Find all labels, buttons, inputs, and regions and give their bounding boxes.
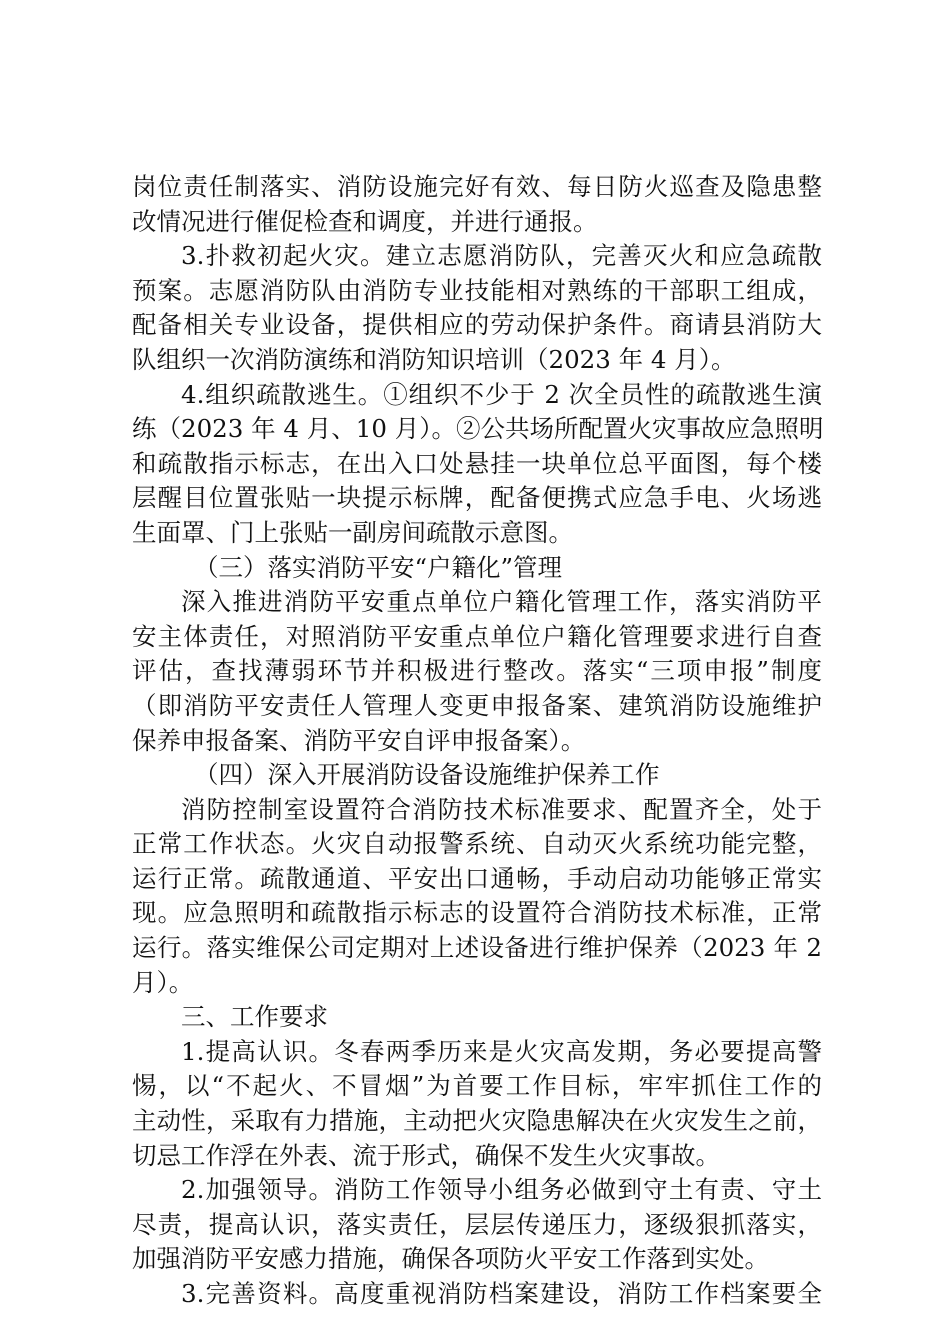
text-line: 三、工作要求 [181,1002,328,1032]
text-line: 配备相关专业设备，提供相应的劳动保护条件。商请县消防大 [132,310,822,340]
text-line: 4.组织疏散逃生。①组织不少于 2 次全员性的疏散逃生演 [181,379,822,409]
text-line: 预案。志愿消防队由消防专业技能相对熟练的干部职工组成， [132,275,822,305]
text-line: 保养申报备案、消防平安自评申报备案）。 [132,725,586,755]
text-line: 加强消防平安感力措施，确保各项防火平安工作落到实处。 [132,1244,769,1274]
section-heading-line: （三）落实消防平安“户籍化”管理 [194,552,563,582]
text-line: 尽责，提高认识，落实责任，层层传递压力，逐级狠抓落实， [132,1209,822,1239]
text-line: 评估，查找薄弱环节并积极进行整改。落实“三项申报”制度 [132,656,822,686]
section-heading-line: （四）深入开展消防设备设施维护保养工作 [194,760,660,790]
text-line: 生面罩、门上张贴一副房间疏散示意图。 [132,517,573,547]
text-line: 练（2023 年 4 月、10 月）。②公共场所配置火灾事故应急照明 [132,414,824,444]
text-line: 岗位责任制落实、消防设施完好有效、每日防火巡查及隐患整 [132,172,822,201]
text-line: 切忌工作浮在外表、流于形式，确保不发生火灾事故。 [132,1140,720,1170]
text-line: 现。应急照明和疏散指示标志的设置符合消防技术标准，正常 [132,898,822,928]
text-line: 和疏散指示标志，在出入口处悬挂一块单位总平面图，每个楼 [132,448,822,478]
document-body [132,170,822,1312]
text-line: 层醒目位置张贴一块提示标牌，配备便携式应急手电、火场逃 [132,483,822,513]
text-line: （即消防平安责任人管理人变更申报备案、建筑消防设施维护 [132,690,822,720]
text-line: 正常工作状态。火灾自动报警系统、自动灭火系统功能完整， [132,829,822,859]
text-line: 3.扑救初起火灾。建立志愿消防队，完善灭火和应急疏散 [181,241,822,271]
text-line: 主动性，采取有力措施，主动把火灾隐患解决在火灾发生之前， [132,1106,822,1136]
text-line: 安主体责任，对照消防平安重点单位户籍化管理要求进行自查 [132,621,822,651]
text-line: 消防控制室设置符合消防技术标准要求、配置齐全，处于 [181,794,822,824]
text-line: 2.加强领导。消防工作领导小组务必做到守土有责、守土 [181,1175,822,1205]
text-line: 3.完善资料。高度重视消防档案建设，消防工作档案要全 [181,1279,822,1308]
text-line: 月）。 [132,967,194,997]
text-line: 深入推进消防平安重点单位户籍化管理工作，落实消防平 [181,587,822,617]
text-line: 队组织一次消防演练和消防知识培训（2023 年 4 月）。 [132,344,736,374]
text-line: 改情况进行催促检查和调度，并进行通报。 [132,206,598,236]
text-line: 运行。落实维保公司定期对上述设备进行维护保养（2023 年 2 [132,933,822,963]
text-line: 惕，以“不起火、不冒烟”为首要工作目标，牢牢抓住工作的 [132,1071,822,1101]
text-line: 1.提高认识。冬春两季历来是火灾高发期，务必要提高警 [181,1036,822,1066]
text-line: 运行正常。疏散通道、平安出口通畅，手动启动功能够正常实 [132,863,822,893]
